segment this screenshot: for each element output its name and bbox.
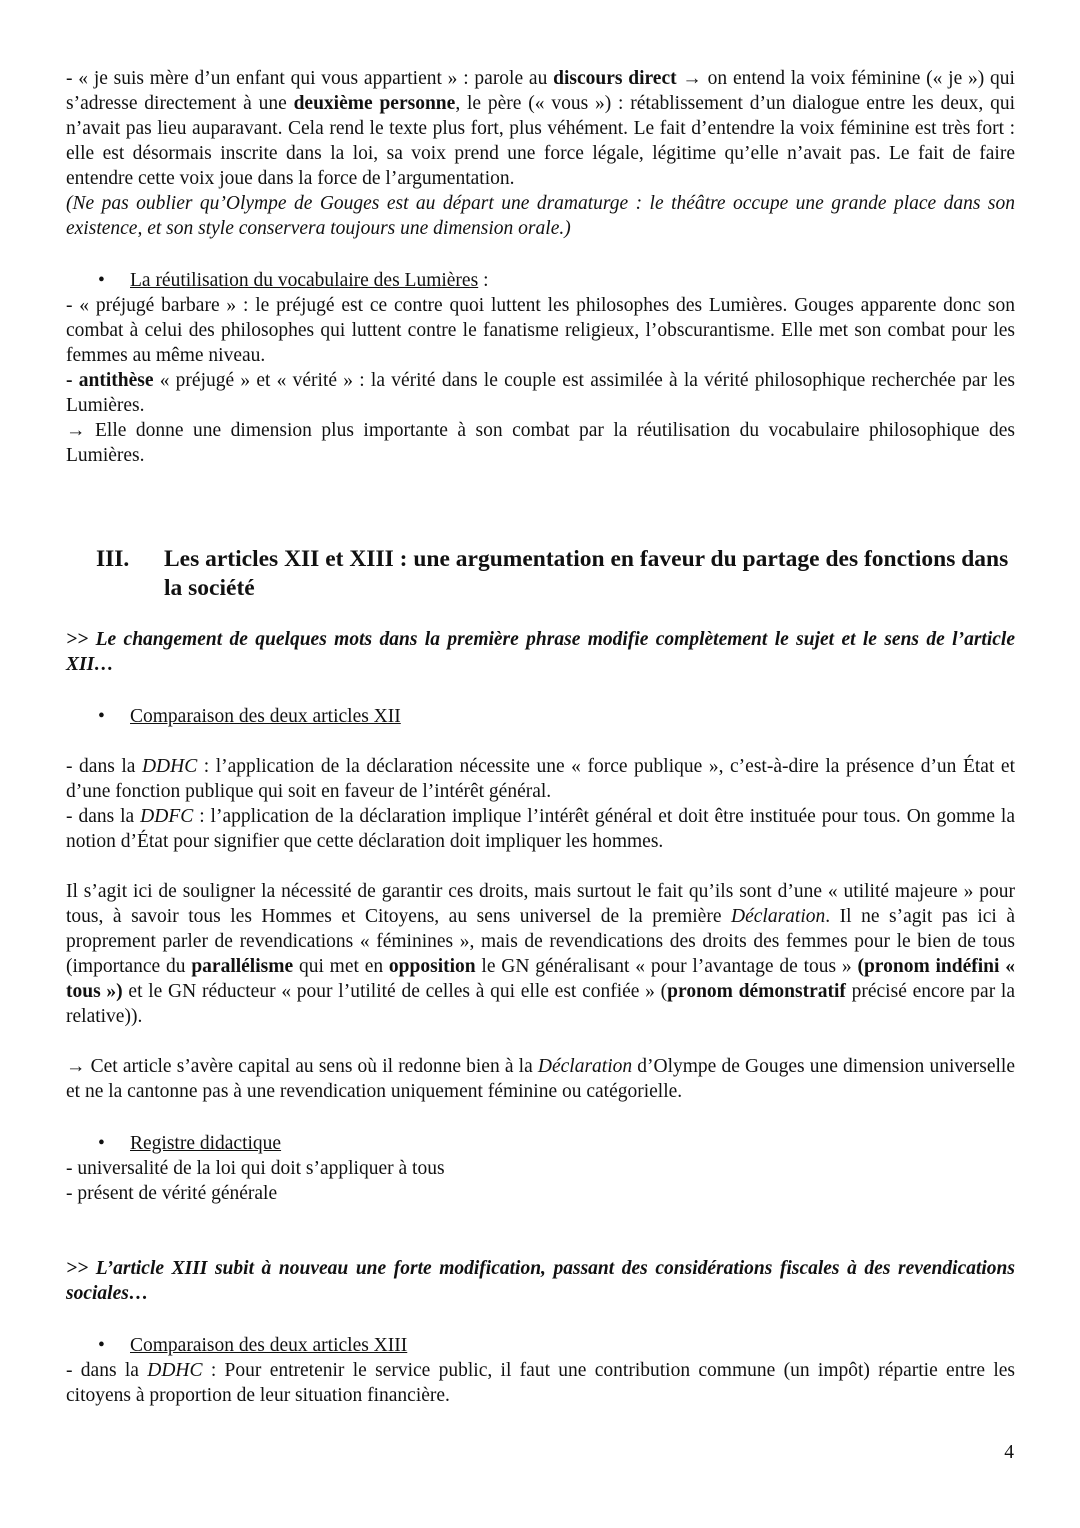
bullet-icon: •	[98, 1335, 105, 1356]
italic-term: Déclaration	[537, 1056, 633, 1077]
text: précisé encore par la relative)).	[66, 981, 1016, 1027]
text: - dans la	[66, 756, 142, 777]
text: d’Olympe de Gouges une dimension universelle et ne la cantonne pas à une revendication uniquement féminine ou catégorielle.	[66, 1056, 1016, 1102]
bullet-label: Comparaison des deux articles XIII	[130, 1335, 408, 1356]
bullet-lumieres	[98, 268, 488, 293]
intro-text: >> Le changement de quelques mots dans la première phrase modifie complètement le sujet et le sens de l’article XII…	[66, 629, 1015, 675]
bullet-registre-didactique	[98, 1131, 281, 1156]
text: . Il ne s’agit pas ici à proprement parler de revendications « féminines », mais de revendications des droits des femmes pour le bien de tous (importance du	[66, 906, 1015, 977]
text: - « préjugé barbare » : le préjugé est ce contre quoi luttent les philosophes des Lumières. Gouges apparente donc son combat à celui des philosophes qui luttent contre le fanatisme religieux, l’obscurantisme. Elle met son combat pour les femmes au même niveau.	[66, 295, 1015, 366]
text: → Cet article s’avère capital au sens où il redonne bien à la	[66, 1056, 538, 1077]
bullet-comparaison-xii	[98, 704, 401, 729]
bullet-label: Registre didactique	[130, 1133, 282, 1154]
paragraph-lumieres	[66, 293, 1015, 468]
section-number: III.	[96, 546, 130, 572]
bullet-icon: •	[98, 1133, 105, 1154]
text: , le père (« vous ») : rétablissement d’un dialogue entre les deux, qui n’avait pas lieu auparavant. Cela rend le texte plus fort, plus véhément. Le fait d’entendre la voix féminine est très fort : elle est désormais inscrite dans la loi, sa voix prend une force légale, légitime qu’elle n’avait pas. Le fait de faire entendre cette voix joue dans la force de l’argumentation.	[66, 93, 1015, 189]
text: : Pour entretenir le service public, il faut une contribution commune (un impôt) répartie entre les citoyens à proportion de leur situation financière.	[66, 1360, 1015, 1406]
intro-article-xii	[66, 627, 1015, 677]
italic-term: DDHC	[147, 1360, 203, 1381]
bullet-label: La réutilisation du vocabulaire des Lumières	[130, 270, 479, 291]
intro-article-xiii	[66, 1256, 1015, 1306]
bold-term: discours direct	[553, 68, 677, 89]
list-item: - présent de vérité générale	[66, 1183, 278, 1204]
bold-term: - antithèse	[66, 370, 154, 391]
bullet-comparaison-xiii	[98, 1333, 407, 1358]
text: - dans la	[66, 806, 141, 827]
italic-term: DDHC	[141, 756, 198, 777]
text: « préjugé » et « vérité » : la vérité dans le couple est assimilée à la vérité philosophique recherchée par les Lumières.	[66, 370, 1015, 416]
bold-term: deuxième personne	[293, 93, 456, 114]
paragraph-universalite	[66, 879, 1015, 1029]
bullet-icon: •	[98, 706, 105, 727]
bold-term: parallélisme	[191, 956, 294, 977]
list-registre	[66, 1156, 1015, 1206]
text: → on entend la voix féminine (« je ») qui s’adresse directement à une	[66, 68, 1015, 114]
section-title: Les articles XII et XIII : une argumentation en faveur du partage des fonctions dans la société	[164, 546, 1009, 601]
paragraph-comparaison-xiii	[66, 1358, 1015, 1408]
list-item: - universalité de la loi qui doit s’appliquer à tous	[66, 1158, 445, 1179]
text: - « je suis mère d’un enfant qui vous appartient » : parole au	[66, 68, 554, 89]
bold-term: opposition	[388, 956, 476, 977]
page-number: 4	[1004, 1442, 1014, 1463]
bullet-label: Comparaison des deux articles XII	[130, 706, 401, 727]
intro-text: >> L’article XIII subit à nouveau une forte modification, passant des considérations fiscales à des revendications sociales…	[66, 1258, 1015, 1304]
bullet-colon: :	[478, 270, 489, 291]
italic-term: DDFC	[140, 806, 194, 827]
text: qui met en	[293, 956, 389, 977]
text: - dans la	[66, 1360, 148, 1381]
text: Il s’agit ici de souligner la nécessité de garantir ces droits, mais surtout le fait qu’ils sont d’une « utilité majeure » pour tous, à savoir tous les Hommes et Citoyens, au sens universel de la première	[66, 881, 1015, 927]
text: le GN généralisant « pour l’avantage de tous »	[475, 956, 858, 977]
text: : l’application de la déclaration nécessite une « force publique », c’est-à-dire la présence d’un État et d’une fonction publique qui soit en faveur de l’intérêt général.	[66, 756, 1015, 802]
italic-note: (Ne pas oublier qu’Olympe de Gouges est au départ une dramaturge : le théâtre occupe une grande place dans son existence, et son style conservera toujours une dimension orale.)	[66, 193, 1015, 239]
italic-term: Déclaration	[731, 906, 826, 927]
bullet-icon: •	[98, 270, 105, 291]
text: → Elle donne une dimension plus importante à son combat par la réutilisation du vocabulaire philosophique des Lumières.	[66, 420, 1015, 466]
bold-term: pronom démonstratif	[667, 981, 846, 1002]
bold-term: (pronom indéfini « tous »)	[66, 956, 1015, 1002]
paragraph-comparaison-xii	[66, 754, 1015, 854]
paragraph-conclusion-xii	[66, 1054, 1015, 1104]
text: : l’application de la déclaration implique l’intérêt général et doit être instituée pour tous. On gomme la notion d’État pour signifier que cette déclaration doit impliquer les hommes.	[66, 806, 1016, 852]
text: et le GN réducteur « pour l’utilité de celles à qui elle est confiée » (	[122, 981, 668, 1002]
paragraph-discours-direct	[66, 66, 1015, 241]
